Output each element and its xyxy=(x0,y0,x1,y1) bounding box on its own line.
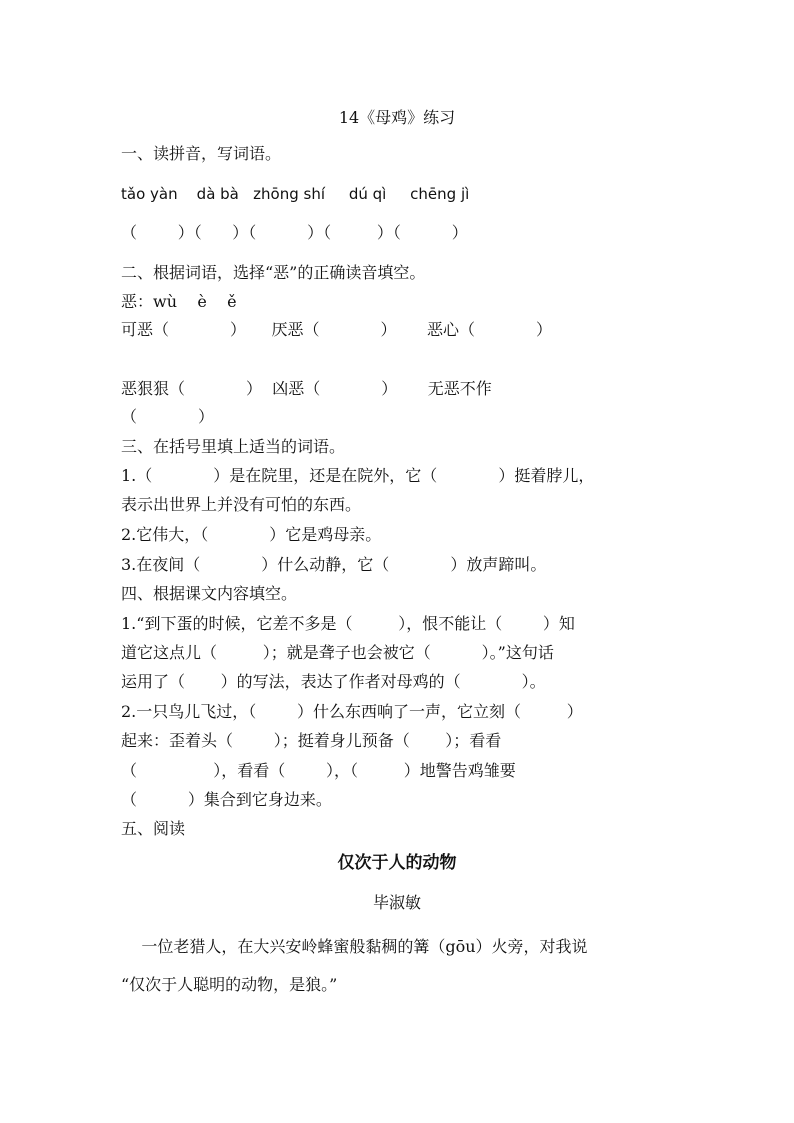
section-1-heading: 一、读拼音，写词语。 xyxy=(121,144,282,163)
readings-options: 恶：wù è ě xyxy=(121,292,237,311)
question-4-2-line-4: （ ）集合到它身边来。 xyxy=(121,790,332,809)
word-row-2-continued: （ ） xyxy=(121,407,215,426)
question-4-1-line-2: 道它这点儿（ ）；就是聋子也会被它（ ）。”这句话 xyxy=(121,643,554,662)
question-4-1-line-1: 1.“到下蛋的时候，它差不多是（ ），恨不能让（ ）知 xyxy=(121,614,575,633)
answer-blanks-row: （ ）（ ）（ ）（ ）（ ） xyxy=(121,223,468,242)
article-paragraph-line-2: “仅次于人聪明的动物，是狼。” xyxy=(121,975,338,994)
question-4-1-line-3: 运用了（ ）的写法，表达了作者对母鸡的（ ）。 xyxy=(121,672,546,691)
word-row-2: 恶狠狠（ ） 凶恶（ ） 无恶不作 xyxy=(121,379,492,398)
question-4-2-line-2: 起来：歪着头（ ）；挺着身儿预备（ ）；看看 xyxy=(121,731,502,750)
section-3-heading: 三、在括号里填上适当的词语。 xyxy=(121,437,346,456)
section-5-heading: 五、阅读 xyxy=(121,819,186,838)
article-author: 毕淑敏 xyxy=(372,893,421,912)
word-row-1: 可恶（ ） 厌恶（ ） 恶心（ ） xyxy=(121,320,553,339)
pinyin-row: tǎo yàn dà bà zhōng shí dú qì chēng jì xyxy=(121,185,470,203)
section-4-heading: 四、根据课文内容填空。 xyxy=(121,584,298,603)
page-title: 14《母鸡》练习 xyxy=(338,108,456,127)
question-3-1-line-2: 表示出世界上并没有可怕的东西。 xyxy=(121,495,362,514)
section-2-heading: 二、根据词语，选择“恶”的正确读音填空。 xyxy=(121,263,426,282)
question-3-3: 3.在夜间（ ）什么动静，它（ ）放声蹄叫。 xyxy=(121,555,547,574)
article-title: 仅次于人的动物 xyxy=(337,853,457,873)
question-3-1-line-1: 1.（ ）是在院里，还是在院外，它（ ）挺着脖儿， xyxy=(121,466,595,485)
article-paragraph-line-1: 一位老猎人，在大兴安岭蜂蜜般黏稠的篝（gōu）火旁，对我说 xyxy=(121,937,588,956)
question-4-2-line-1: 2.一只鸟儿飞过，（ ）什么东西响了一声，它立刻（ ） xyxy=(121,702,583,721)
question-3-2: 2.它伟大，（ ）它是鸡母亲。 xyxy=(121,525,382,544)
question-4-2-line-3: （ ），看看（ ），（ ）地警告鸡雏要 xyxy=(121,761,516,780)
